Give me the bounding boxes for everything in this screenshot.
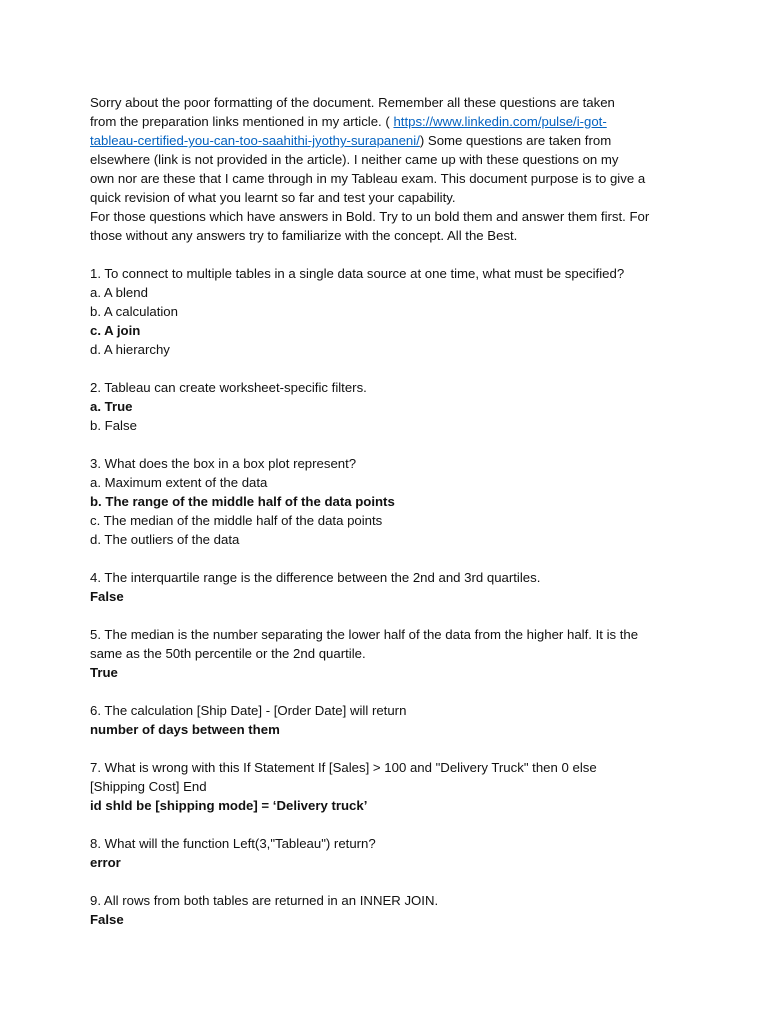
spacer — [90, 872, 690, 891]
spacer — [90, 682, 690, 701]
question-2 — [90, 378, 690, 435]
intro-line-6: quick revision of what you learnt so far and test your capability. — [90, 190, 456, 205]
intro-line-4: elsewhere (link is not provided in the article). I neither came up with these questions on my — [90, 152, 619, 167]
question-text: 8. What will the function Left(3,"Tableau") return? — [90, 836, 376, 851]
spacer — [90, 435, 690, 454]
correct-option: b. The range of the middle half of the data points — [90, 494, 395, 509]
document-page — [90, 93, 690, 929]
answer: False — [90, 912, 124, 927]
spacer — [90, 606, 690, 625]
intro-line-7: For those questions which have answers in Bold. Try to un bold them and answer them first. For — [90, 209, 650, 224]
question-text: 6. The calculation [Ship Date] - [Order Date] will return — [90, 703, 407, 718]
option: c. The median of the middle half of the data points — [90, 513, 383, 528]
question-9 — [90, 891, 690, 929]
question-7 — [90, 758, 690, 815]
question-3 — [90, 454, 690, 549]
question-text: 7. What is wrong with this If Statement If [Sales] > 100 and "Delivery Truck" then 0 else — [90, 760, 597, 775]
spacer — [90, 549, 690, 568]
answer: error — [90, 855, 121, 870]
question-text: 9. All rows from both tables are returned in an INNER JOIN. — [90, 893, 439, 908]
question-text: 5. The median is the number separating the lower half of the data from the higher half. It is the — [90, 627, 639, 642]
answer: True — [90, 665, 118, 680]
intro-line-3 — [90, 131, 690, 150]
question-6 — [90, 701, 690, 739]
intro-line-2-text: from the preparation links mentioned in my article. ( — [90, 114, 394, 129]
intro-line-1: Sorry about the poor formatting of the document. Remember all these questions are taken — [90, 95, 615, 110]
question-text: 2. Tableau can create worksheet-specific filters. — [90, 380, 367, 395]
question-8 — [90, 834, 690, 872]
spacer — [90, 359, 690, 378]
answer: id shld be [shipping mode] = ‘Delivery truck’ — [90, 798, 368, 813]
question-5 — [90, 625, 690, 682]
answer: number of days between them — [90, 722, 280, 737]
correct-option: a. True — [90, 399, 133, 414]
article-link-part-1[interactable]: https://www.linkedin.com/pulse/i-got- — [393, 114, 607, 129]
question-4 — [90, 568, 690, 606]
spacer — [90, 815, 690, 834]
answer: False — [90, 589, 124, 604]
option: d. A hierarchy — [90, 342, 170, 357]
option: b. False — [90, 418, 137, 433]
option: d. The outliers of the data — [90, 532, 240, 547]
question-text-continued: same as the 50th percentile or the 2nd quartile. — [90, 646, 366, 661]
question-text: 4. The interquartile range is the difference between the 2nd and 3rd quartiles. — [90, 570, 541, 585]
intro-line-2 — [90, 112, 690, 131]
intro-line-3-text: ) Some questions are taken from — [419, 133, 612, 148]
option: b. A calculation — [90, 304, 178, 319]
intro-line-5: own nor are these that I came through in my Tableau exam. This document purpose is to give a — [90, 171, 646, 186]
spacer — [90, 245, 690, 264]
spacer — [90, 739, 690, 758]
article-link-part-2[interactable]: tableau-certified-you-can-too-saahithi-jyothy-surapaneni/ — [90, 133, 420, 148]
question-text: 3. What does the box in a box plot represent? — [90, 456, 357, 471]
option: a. Maximum extent of the data — [90, 475, 268, 490]
intro-line-8: those without any answers try to familiarize with the concept. All the Best. — [90, 228, 518, 243]
question-1 — [90, 264, 690, 359]
question-text: 1. To connect to multiple tables in a single data source at one time, what must be specified? — [90, 266, 625, 281]
option: a. A blend — [90, 285, 148, 300]
correct-option: c. A join — [90, 323, 141, 338]
question-text-continued: [Shipping Cost] End — [90, 779, 207, 794]
